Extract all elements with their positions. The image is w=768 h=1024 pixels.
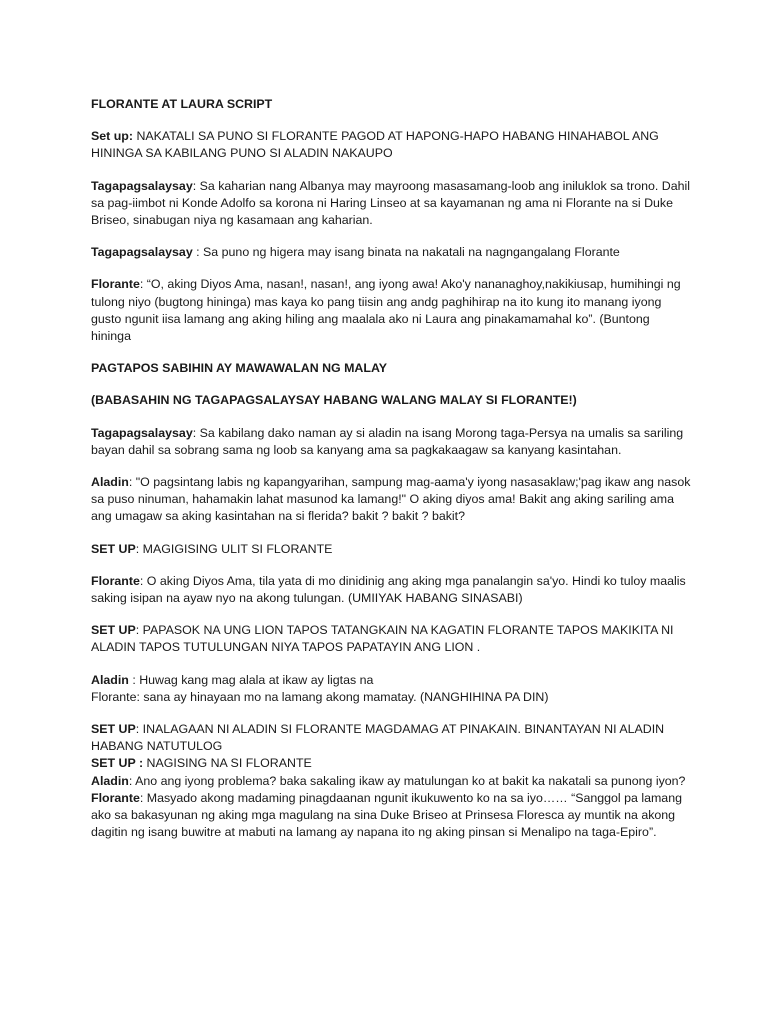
line-aladin-3 [91,773,691,790]
paragraph-narrator-2 [91,244,691,261]
paragraph-heading-1: PAGTAPOS SABIHIN AY MAWAWALAN NG MALAY [91,361,388,376]
paragraph-text: : Huwag kang mag alala at ikaw ay ligtas na [128,672,374,687]
paragraph-text: NAGISING NA SI FLORANTE [143,756,312,771]
speaker-label: Florante [91,573,140,588]
paragraph-text: : O aking Diyos Ama, tila yata di mo dinidinig ang aking mga panalangin sa'yo. Hindi ko tuloy maalis saking isipan na ayaw nyo na akong tulungan. (UMIIYAK HABANG SINASABI) [91,573,686,606]
speaker-label: Aladin [91,773,129,788]
speaker-label: Florante [91,790,140,805]
speaker-label: Tagapagsalaysay [91,178,193,193]
speaker-label: SET UP : [91,756,144,771]
paragraph-text: : Sa kaharian nang Albanya may mayroong masasamang-loob ang iniluklok sa trono. Dahil sa pag-iimbot ni Konde Adolfo sa korona ni Haring Linseo at sa kayamanan ng ama ni Florante na si Duke Briseo, sinabugan niya ng kasamaan ang kaharian. [91,178,691,228]
line-setup-5 [91,755,691,772]
speaker-label: SET UP [91,541,136,556]
paragraph-setup-1 [91,128,691,162]
paragraph-florante-2 [91,573,691,607]
paragraph-heading-2: (BABASAHIN NG TAGAPAGSALAYSAY HABANG WALANG MALAY SI FLORANTE!) [91,393,577,408]
speaker-label: SET UP [91,722,136,737]
paragraph-text: NAKATALI SA PUNO SI FLORANTE PAGOD AT HAPONG-HAPO HABANG HINAHABOL ANG HININGA SA KABILANG PUNO SI ALADIN NAKAUPO [91,129,659,161]
paragraph-text: : Ano ang iyong problema? baka sakaling ikaw ay matulungan ko at bakit ka nakatali sa punong iyon? [128,773,686,788]
paragraph-text: : "O pagsintang labis ng kapangyarihan, sampung mag-aama'y iyong nasasaklaw;'pag ikaw ang nasok sa puso ninuman, hahamakin lahat masunod ka lamang!" O aking diyos ama! Bakit ang aking sariling ama ang umagaw sa aking kasintahan na si flerida? bakit ? bakit ? bakit? [91,475,691,524]
speaker-label: Aladin [91,475,129,490]
paragraph-text: : Sa puno ng higera may isang binata na nakatali na nagngangalang Florante [192,245,620,260]
paragraph-setup-3 [91,622,691,656]
speaker-label: Tagapagsalaysay [91,245,193,260]
paragraph-narrator-3 [91,425,691,459]
line-aladin-2 [91,672,691,689]
line-florante-3 [91,689,691,706]
speaker-label: SET UP [91,623,136,638]
document-title: FLORANTE AT LAURA SCRIPT [91,97,273,111]
speaker-label: Aladin [91,672,129,687]
speaker-label: Florante [91,277,140,292]
paragraph-text: : INALAGAAN NI ALADIN SI FLORANTE MAGDAMAG AT PINAKAIN. BINANTAYAN NI ALADIN HABANG NATUTULOG [91,722,665,754]
speaker-label: Tagapagsalaysay [91,425,193,440]
paragraph-text: : “O, aking Diyos Ama, nasan!, nasan!, ang iyong awa! Ako'y nananaghoy,nakikiusap, humihingi ng tulong niyo (bugtong hininga) mas kaya ko pang tiisin ang andg paghihirap na ito kung ito manang iyong gusto ngunit iisa lamang ang aking hiling ang maalala ako ni Laura ang pinakamamahal ko”. (Buntong hininga [91,277,681,344]
paragraph-text: : PAPASOK NA UNG LION TAPOS TATANGKAIN NA KAGATIN FLORANTE TAPOS MAKIKITA NI ALADIN TAPOS TUTULUNGAN NIYA TAPOS PAPATAYIN ANG LION . [91,623,674,655]
speaker-label: Set up: [91,129,133,144]
paragraph-text: Florante: sana ay hinayaan mo na lamang akong mamatay. (NANGHIHINA PA DIN) [91,689,549,704]
line-florante-4 [91,790,691,842]
paragraph-text: : MAGIGISING ULIT SI FLORANTE [135,541,333,556]
paragraph-setup-2 [91,541,691,558]
paragraph-text: : Masyado akong madaming pinagdaanan ngunit ikukuwento ko na sa iyo…… “Sanggol pa lamang ako sa bakasyunan ng aking mga magulang na sina Duke Briseo at Prinsesa Floresca ay muntik na akong dagitin ng isang buwitre at mabuti na lamang ay napana ito ng aking pinsan si Menalipo na taga-Epiro”. [91,790,682,840]
paragraph-aladin-1 [91,474,691,526]
paragraph-narrator-1 [91,178,691,230]
line-setup-4 [91,721,691,755]
script-document [91,96,691,842]
paragraph-text: : Sa kabilang dako naman ay si aladin na isang Morong taga-Persya na umalis sa sariling bayan dahil sa sobrang sama ng loob sa kanyang ama sa pagkakaagaw sa kanyang kasintahan. [91,425,684,457]
paragraph-florante-1 [91,276,691,345]
